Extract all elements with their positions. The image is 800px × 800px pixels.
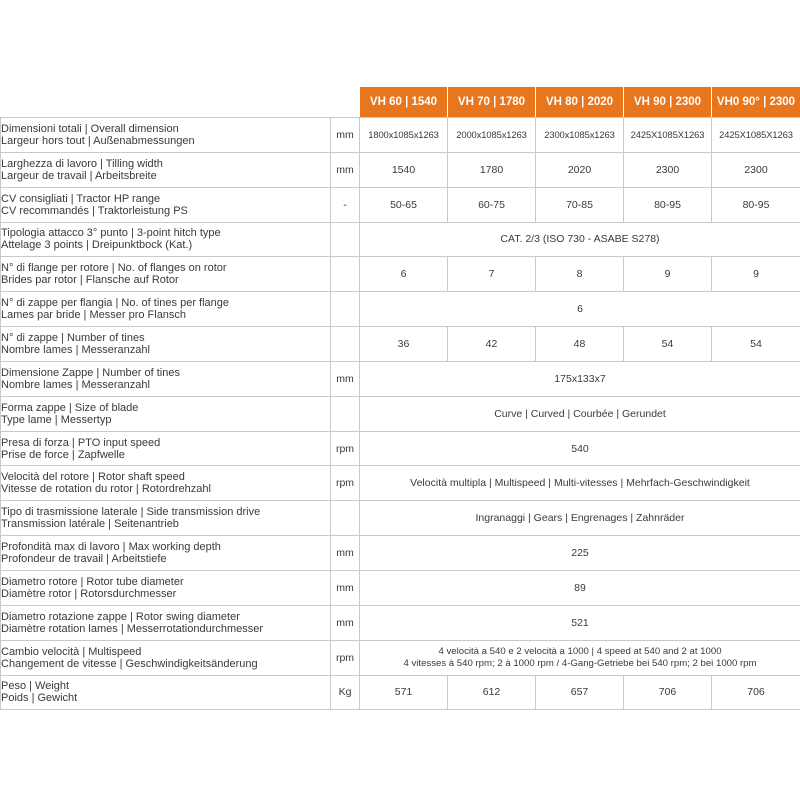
spec-label: [1, 431, 331, 466]
spec-value-merged: 89: [360, 570, 800, 605]
spec-unit: rpm: [331, 640, 360, 675]
spec-row: [1, 396, 800, 431]
spec-value-merged: CAT. 2/3 (ISO 730 - ASABE S278): [360, 222, 800, 257]
spec-label-line-1: Presa di forza | PTO input speed: [1, 436, 161, 449]
spec-label-line-1: Dimensioni totali | Overall dimension: [1, 122, 179, 135]
spec-label-line-2: Type lame | Messertyp: [1, 413, 112, 426]
spec-value: 2425X1085X1263: [624, 118, 712, 153]
spec-label-line-1: Profondità max di lavoro | Max working depth: [1, 541, 221, 554]
spec-row: [1, 640, 800, 675]
spec-value-merged: Ingranaggi | Gears | Engrenages | Zahnräder: [360, 501, 800, 536]
spec-value: 2300: [712, 152, 800, 187]
spec-label-line-1: Forma zappe | Size of blade: [1, 401, 139, 414]
spec-label-line-1: N° di flange per rotore | No. of flanges on rotor: [1, 262, 227, 275]
spec-value: 2425X1085X1263: [712, 118, 800, 153]
spec-row: [1, 501, 800, 536]
spec-unit: [331, 257, 360, 292]
spec-label-line-2: Prise de force | Zapfwelle: [1, 448, 125, 461]
spec-row: [1, 152, 800, 187]
spec-label-line-2: Brides par rotor | Flansche auf Rotor: [1, 274, 179, 287]
spec-row: [1, 466, 800, 501]
spec-row: [1, 570, 800, 605]
spec-value-merged: [360, 640, 800, 675]
spec-value-merged: 6: [360, 292, 800, 327]
spec-value: 1800x1085x1263: [360, 118, 448, 153]
spec-value-merged: 540: [360, 431, 800, 466]
spec-unit: mm: [331, 118, 360, 153]
spec-label-line-1: Peso | Weight: [1, 680, 70, 693]
spec-row: [1, 605, 800, 640]
spec-unit: rpm: [331, 466, 360, 501]
spec-value: 2300: [624, 152, 712, 187]
spec-value: 8: [536, 257, 624, 292]
spec-value: 9: [712, 257, 800, 292]
spec-row: [1, 536, 800, 571]
model-header: VH0 90° | 2300: [712, 87, 800, 118]
spec-label-line-1: Tipologia attacco 3° punto | 3-point hitch type: [1, 227, 221, 240]
spec-label-line-1: CV consigliati | Tractor HP range: [1, 192, 161, 205]
spec-value: 2300x1085x1263: [536, 118, 624, 153]
spec-row: [1, 118, 800, 153]
spec-value: 42: [448, 327, 536, 362]
spec-label-line-2: Nombre lames | Messeranzahl: [1, 343, 150, 356]
spec-unit: [331, 501, 360, 536]
spec-label: [1, 675, 331, 710]
spec-value: 60-75: [448, 187, 536, 222]
spec-label: [1, 152, 331, 187]
spec-label-line-1: N° di zappe | Number of tines: [1, 331, 145, 344]
spec-label-line-1: N° di zappe per flangia | No. of tines per flange: [1, 297, 230, 310]
spec-unit: [331, 396, 360, 431]
spec-label: [1, 222, 331, 257]
spec-value-line-1: 4 velocità a 540 e 2 velocità a 1000 | 4 speed at 540 and 2 at 1000: [438, 645, 722, 657]
spec-label-line-2: Largeur hors tout | Außenabmessungen: [1, 134, 195, 147]
spec-label: [1, 396, 331, 431]
spec-row: [1, 222, 800, 257]
spec-label: [1, 118, 331, 153]
spec-unit: rpm: [331, 431, 360, 466]
spec-row: [1, 187, 800, 222]
spec-label-line-2: Changement de vitesse | Geschwindigkeitsänderung: [1, 657, 258, 670]
spec-label: [1, 361, 331, 396]
spec-value-merged: 521: [360, 605, 800, 640]
spec-value: 50-65: [360, 187, 448, 222]
spec-label: [1, 257, 331, 292]
spec-label-line-2: Largeur de travail | Arbeitsbreite: [1, 169, 157, 182]
spec-label: [1, 292, 331, 327]
model-header: VH 60 | 1540: [360, 87, 448, 118]
spec-unit: -: [331, 187, 360, 222]
spec-label-line-2: Lames par bride | Messer pro Flansch: [1, 309, 187, 322]
spec-value: 9: [624, 257, 712, 292]
spec-label-line-1: Larghezza di lavoro | Tilling width: [1, 157, 163, 170]
spec-row: [1, 675, 800, 710]
header-blank: [1, 87, 360, 118]
spec-unit: Kg: [331, 675, 360, 710]
spec-value: 80-95: [624, 187, 712, 222]
spec-row: [1, 292, 800, 327]
spec-label: [1, 640, 331, 675]
spec-label-line-1: Velocità del rotore | Rotor shaft speed: [1, 471, 185, 484]
spec-row: [1, 431, 800, 466]
spec-label-line-2: Nombre lames | Messeranzahl: [1, 378, 150, 391]
spec-value: 706: [624, 675, 712, 710]
model-header: VH 90 | 2300: [624, 87, 712, 118]
spec-unit: [331, 222, 360, 257]
spec-value: 2020: [536, 152, 624, 187]
spec-label-line-2: Diamètre rotor | Rotorsdurchmesser: [1, 587, 177, 600]
spec-value: 7: [448, 257, 536, 292]
spec-value: 706: [712, 675, 800, 710]
model-header: VH 70 | 1780: [448, 87, 536, 118]
spec-value: 48: [536, 327, 624, 362]
spec-value: 6: [360, 257, 448, 292]
spec-unit: mm: [331, 570, 360, 605]
spec-unit: mm: [331, 605, 360, 640]
spec-value: 657: [536, 675, 624, 710]
spec-label: [1, 466, 331, 501]
spec-label-line-2: Vitesse de rotation du rotor | Rotordrehzahl: [1, 483, 211, 496]
spec-unit: mm: [331, 536, 360, 571]
spec-value-merged: Velocità multipla | Multispeed | Multi-vitesses | Mehrfach-Geschwindigkeit: [360, 466, 800, 501]
spec-label-line-2: CV recommandés | Traktorleistung PS: [1, 204, 188, 217]
spec-label-line-1: Dimensione Zappe | Number of tines: [1, 366, 180, 379]
spec-label-line-1: Diametro rotazione zappe | Rotor swing diameter: [1, 610, 240, 623]
spec-unit: [331, 292, 360, 327]
spec-row: [1, 327, 800, 362]
model-header: VH 80 | 2020: [536, 87, 624, 118]
spec-value: 80-95: [712, 187, 800, 222]
spec-value-merged: 175x133x7: [360, 361, 800, 396]
spec-label-line-2: Profondeur de travail | Arbeitstiefe: [1, 553, 167, 566]
spec-unit: mm: [331, 152, 360, 187]
spec-row: [1, 257, 800, 292]
spec-unit: [331, 327, 360, 362]
spec-value-merged: Curve | Curved | Courbée | Gerundet: [360, 396, 800, 431]
spec-label-line-2: Diamètre rotation lames | Messerrotationdurchmesser: [1, 622, 264, 635]
spec-row: [1, 361, 800, 396]
spec-label: [1, 187, 331, 222]
spec-value: 571: [360, 675, 448, 710]
spec-label-line-1: Diametro rotore | Rotor tube diameter: [1, 575, 184, 588]
spec-label-line-2: Transmission latérale | Seitenantrieb: [1, 518, 179, 531]
spec-value: 1780: [448, 152, 536, 187]
spec-value: 2000x1085x1263: [448, 118, 536, 153]
spec-label-line-2: Attelage 3 points | Dreipunktbock (Kat.): [1, 239, 193, 252]
spec-label-line-1: Cambio velocità | Multispeed: [1, 645, 142, 658]
spec-label-line-1: Tipo di trasmissione laterale | Side transmission drive: [1, 506, 261, 519]
spec-value-line-2: 4 vitesses à 540 rpm; 2 à 1000 rpm / 4-Gang-Getriebe bei 540 rpm; 2 bei 1000 rpm: [403, 657, 757, 669]
spec-label: [1, 501, 331, 536]
spec-label: [1, 605, 331, 640]
spec-label: [1, 327, 331, 362]
spec-unit: mm: [331, 361, 360, 396]
spec-table: [0, 86, 800, 710]
header-row: [1, 87, 800, 118]
spec-value: 1540: [360, 152, 448, 187]
spec-value: 54: [624, 327, 712, 362]
spec-value: 36: [360, 327, 448, 362]
spec-label-line-2: Poids | Gewicht: [1, 692, 78, 705]
spec-value: 612: [448, 675, 536, 710]
spec-label: [1, 536, 331, 571]
spec-value: 70-85: [536, 187, 624, 222]
spec-value: 54: [712, 327, 800, 362]
spec-value-merged: 225: [360, 536, 800, 571]
spec-label: [1, 570, 331, 605]
